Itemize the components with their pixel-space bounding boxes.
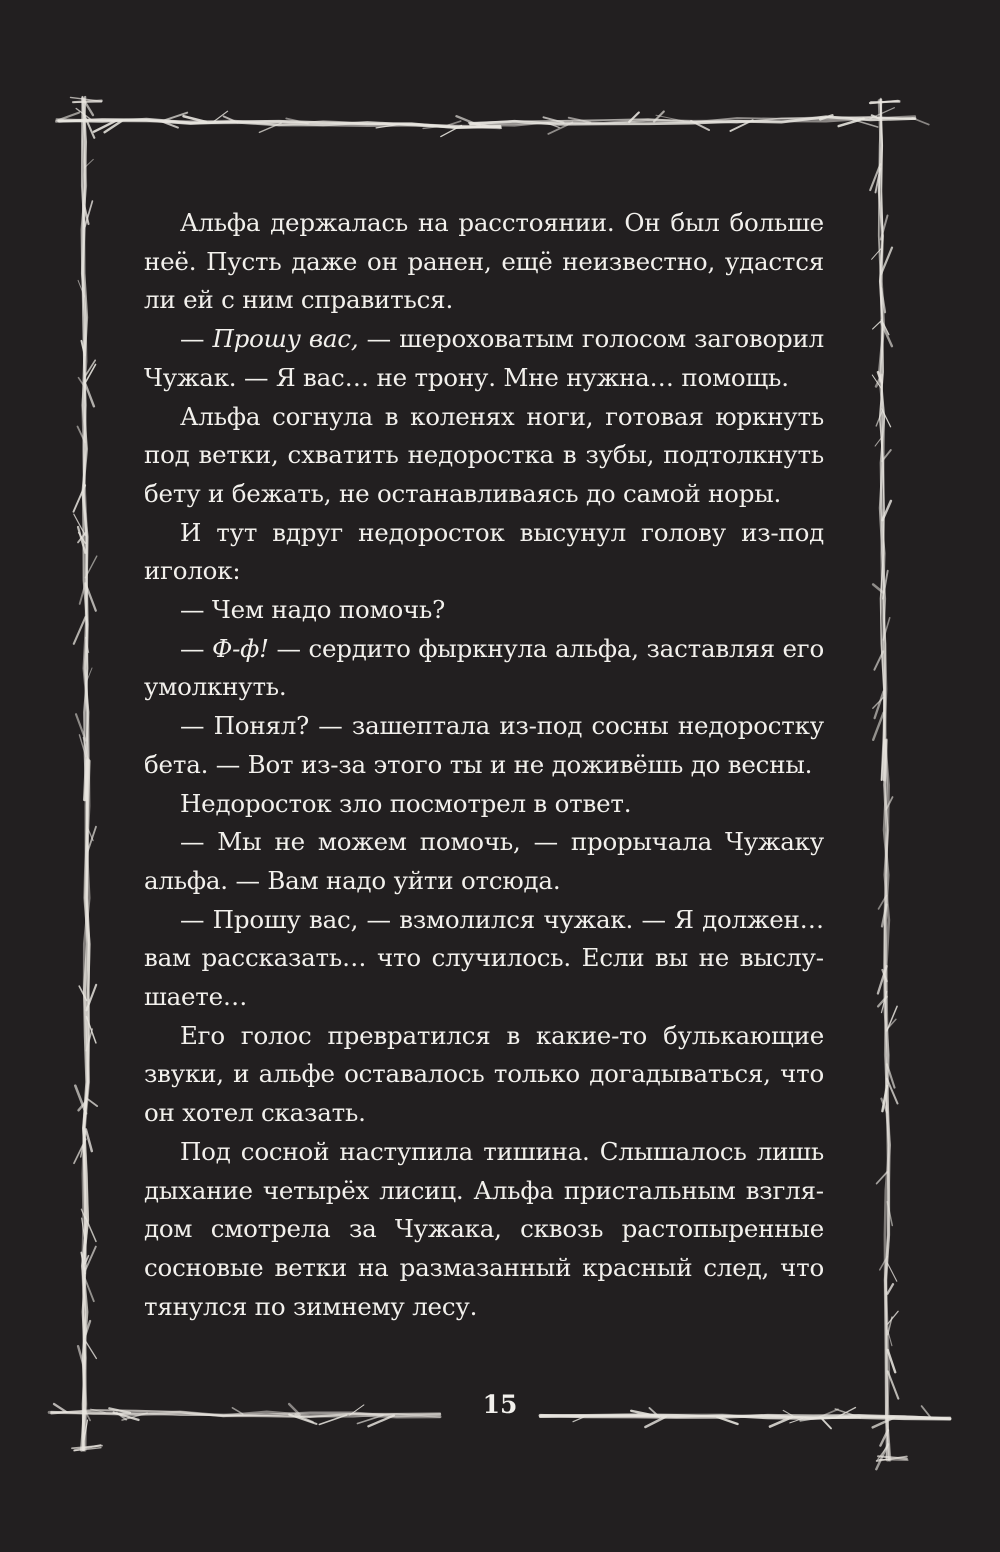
paragraph xyxy=(144,398,824,514)
text-run: — Чем надо помочь? xyxy=(180,595,446,625)
twig-stroke xyxy=(888,1311,899,1324)
text-run: — Понял? — зашептала из-под сосны недоростку бета. — Вот из-за этого ты и не доживёшь до весны. xyxy=(144,711,824,779)
text-run: — сердито фыркнула альфа, заставляя его умолкнуть. xyxy=(144,633,824,702)
paragraph xyxy=(144,785,824,824)
twig-stroke xyxy=(74,617,86,644)
text-run: Альфа согнула в коленях ноги, готовая юркнуть под ветки, схватить недоростка в зубы, подтолкнуть бету и бежать, не останавливаясь до самой норы. xyxy=(144,401,824,508)
paragraph xyxy=(144,1017,824,1133)
twig-stroke xyxy=(86,1129,92,1151)
text-run: И тут вдруг недоросток высунул голову из-под иголок: xyxy=(144,517,824,586)
paragraph xyxy=(144,514,824,591)
paragraph xyxy=(144,320,824,397)
text-run: — шероховатым голосом заговорил Чужак. — Я вас… не трону. Мне нужна… помощь. xyxy=(144,324,824,392)
twig-stroke xyxy=(448,121,461,125)
text-run: — xyxy=(180,633,212,663)
twig-stroke xyxy=(879,1460,908,1461)
text-run: — Мы не можем помочь, — прорычала Чужаку альфа. — Вам надо уйти отсюда. xyxy=(144,827,824,895)
text-run: — xyxy=(180,324,213,354)
paragraph xyxy=(144,823,824,900)
text-run: Его голос превратился в какие-то булькающие звуки, и альфе оставалось только догадываться, что он хотел сказать. xyxy=(144,1020,824,1128)
paragraph xyxy=(144,591,824,630)
story-text xyxy=(144,204,824,1326)
twig-stroke xyxy=(873,321,882,329)
text-run: — Прошу вас, — взмолился чужак. — Я должен… вам рассказать… что случилось. Если вы не выслушаете… xyxy=(144,904,824,1012)
italic-text: Прошу вас, xyxy=(212,324,359,354)
text-run: Альфа держалась на расстоянии. Он был больше неё. Пусть даже он ранен, ещё неизвестно, удастся ли ей с ним справиться. xyxy=(144,208,824,315)
text-run: Под сосной наступила тишина. Слышалось лишь дыхание четырёх лисиц. Альфа пристальным взглядом смотрела за Чужака, сквозь растопыренные сосновые ветки на размазанный красный след, что тянулся по зимнему лесу. xyxy=(144,1136,824,1321)
twig-stroke xyxy=(888,1284,894,1294)
paragraph xyxy=(144,707,824,784)
twig-stroke xyxy=(888,1263,897,1281)
paragraph xyxy=(144,1133,824,1327)
twig-stroke xyxy=(912,118,929,125)
text-run: Недоросток зло посмотрел в ответ. xyxy=(180,788,632,818)
italic-text: Ф-ф! xyxy=(211,633,269,663)
page-number: 15 xyxy=(482,1390,518,1419)
paragraph xyxy=(144,901,824,1017)
paragraph xyxy=(144,204,824,320)
paragraph xyxy=(144,630,824,707)
